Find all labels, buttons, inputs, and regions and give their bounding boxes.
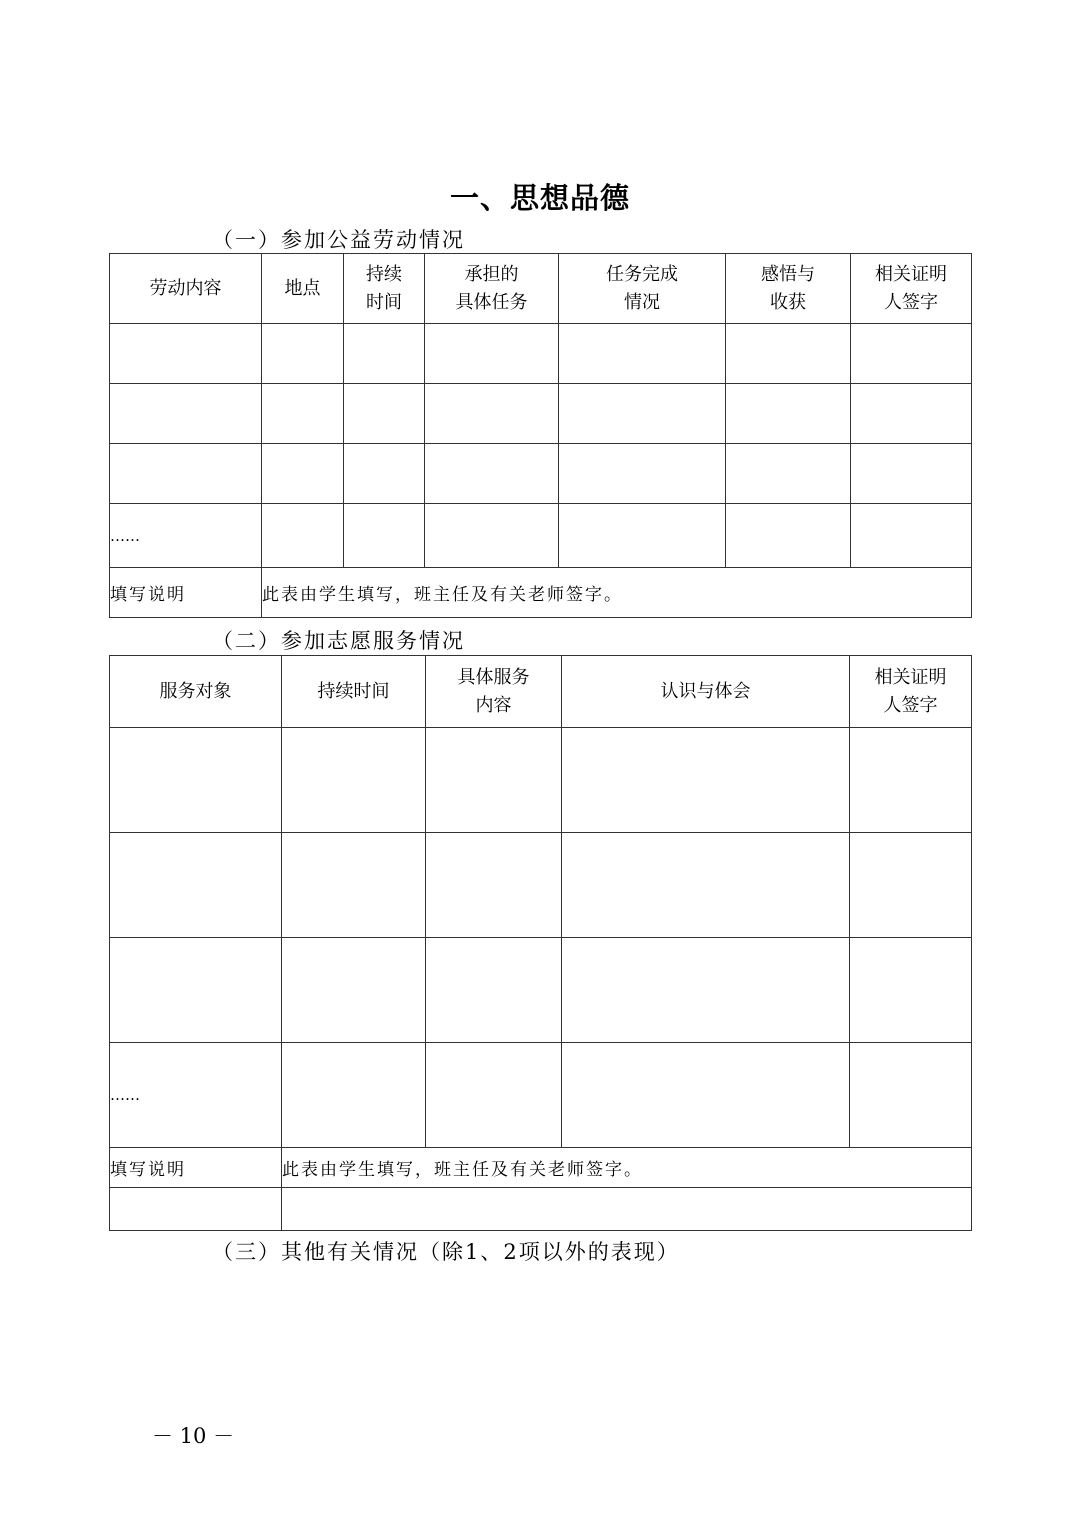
page-title: 一、思想品德 (449, 181, 630, 215)
page-number: － 10 － (152, 1424, 235, 1448)
table-row (110, 324, 972, 384)
table-cell[interactable] (282, 833, 426, 938)
table-cell[interactable] (562, 1043, 850, 1148)
table-cell[interactable] (426, 938, 562, 1043)
table-cell[interactable] (559, 324, 726, 384)
table-cell[interactable] (110, 324, 262, 384)
table-cell[interactable] (282, 1043, 426, 1148)
section-1-heading: （一）参加公益劳动情况 (212, 228, 465, 252)
ellipsis-cell[interactable]: …… (110, 1043, 282, 1148)
table-row (110, 1043, 972, 1148)
table-cell[interactable] (562, 728, 850, 833)
header-reflection: 认识与体会 (562, 656, 850, 728)
table-cell[interactable] (110, 833, 282, 938)
table-cell[interactable] (262, 504, 344, 568)
note-row (110, 568, 972, 618)
header-witness-signature: 相关证明 人签字 (850, 656, 972, 728)
header-location: 地点 (262, 254, 344, 324)
table-cell[interactable] (726, 324, 851, 384)
note-label: 填写说明 (110, 568, 262, 618)
table-cell[interactable] (850, 1043, 972, 1148)
table-cell[interactable] (851, 324, 972, 384)
header-tasks: 承担的 具体任务 (425, 254, 559, 324)
table-cell[interactable] (110, 938, 282, 1043)
section-2-heading: （二）参加志愿服务情况 (212, 629, 465, 653)
table-row (110, 384, 972, 444)
note-text: 此表由学生填写，班主任及有关老师签字。 (282, 1148, 972, 1188)
table-cell[interactable] (425, 384, 559, 444)
public-labor-table (109, 253, 972, 618)
table-row (110, 938, 972, 1043)
table-cell[interactable] (426, 833, 562, 938)
table-cell[interactable] (559, 444, 726, 504)
table-cell[interactable] (425, 444, 559, 504)
header-duration: 持续 时间 (344, 254, 425, 324)
table-cell[interactable] (562, 938, 850, 1043)
table-cell[interactable] (110, 384, 262, 444)
table-cell[interactable] (262, 324, 344, 384)
table-cell[interactable] (344, 504, 425, 568)
table-cell[interactable] (726, 384, 851, 444)
table-cell[interactable] (559, 384, 726, 444)
header-service-target: 服务对象 (110, 656, 282, 728)
table-cell[interactable] (562, 833, 850, 938)
table-cell[interactable] (851, 504, 972, 568)
table-cell[interactable] (282, 728, 426, 833)
table-cell[interactable] (262, 384, 344, 444)
header-witness-signature: 相关证明 人签字 (851, 254, 972, 324)
table-cell[interactable] (344, 324, 425, 384)
note-label: 填写说明 (110, 1148, 282, 1188)
table-cell[interactable] (850, 833, 972, 938)
table-cell[interactable] (850, 728, 972, 833)
table-cell[interactable] (426, 1043, 562, 1148)
table-row (110, 504, 972, 568)
table-cell[interactable] (850, 938, 972, 1043)
ellipsis-cell[interactable]: …… (110, 504, 262, 568)
table-cell[interactable] (282, 938, 426, 1043)
section-3-heading: （三）其他有关情况（除1、2项以外的表现） (212, 1240, 680, 1264)
table-cell[interactable] (425, 324, 559, 384)
header-row (110, 656, 972, 728)
table-cell[interactable] (851, 444, 972, 504)
table-cell[interactable] (559, 504, 726, 568)
table-cell[interactable] (282, 1188, 972, 1231)
table-row (110, 444, 972, 504)
table-cell[interactable] (726, 444, 851, 504)
table-cell[interactable] (726, 504, 851, 568)
table-cell[interactable] (110, 1188, 282, 1231)
table-row (110, 833, 972, 938)
header-labor-content: 劳动内容 (110, 254, 262, 324)
table-cell[interactable] (110, 728, 282, 833)
header-completion: 任务完成 情况 (559, 254, 726, 324)
table-cell[interactable] (851, 384, 972, 444)
volunteer-service-table (109, 655, 972, 1231)
table-cell[interactable] (110, 444, 262, 504)
table-cell[interactable] (344, 444, 425, 504)
header-service-content: 具体服务 内容 (426, 656, 562, 728)
table-cell[interactable] (344, 384, 425, 444)
note-text: 此表由学生填写，班主任及有关老师签字。 (262, 568, 972, 618)
table-cell[interactable] (425, 504, 559, 568)
header-duration: 持续时间 (282, 656, 426, 728)
table-cell[interactable] (262, 444, 344, 504)
note-row (110, 1148, 972, 1188)
header-reflection: 感悟与 收获 (726, 254, 851, 324)
table-cell[interactable] (426, 728, 562, 833)
blank-row (110, 1188, 972, 1231)
table-row (110, 728, 972, 833)
header-row (110, 254, 972, 324)
